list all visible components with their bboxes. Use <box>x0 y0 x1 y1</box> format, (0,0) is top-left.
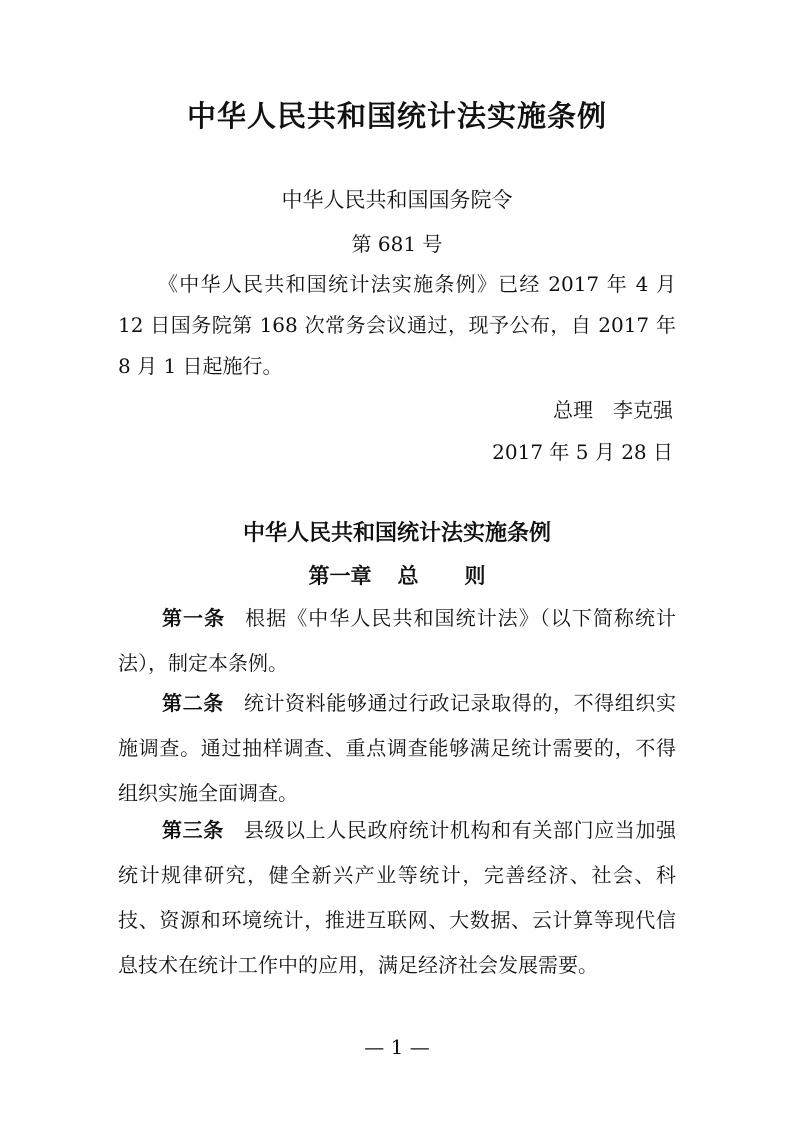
article-2 <box>118 681 676 816</box>
article-3 <box>118 808 676 988</box>
chapter-name-second: 则 <box>464 564 486 588</box>
article-1 <box>118 596 676 686</box>
chapter-name-first: 总 <box>397 564 419 588</box>
chapter-heading <box>0 560 794 592</box>
document-title: 中华人民共和国统计法实施条例 <box>186 99 607 133</box>
article-label: 第二条 <box>162 691 224 715</box>
article-text: 统计资料能够通过行政记录取得的，不得组织实施调查。通过抽样调查、重点调查能够满足统计需要的，不得组织实施全面调查。 <box>118 691 677 805</box>
article-text: 县级以上人民政府统计机构和有关部门应当加强统计规律研究，健全新兴产业等统计，完善经济、社会、科技、资源和环境统计，推进互联网、大数据、云计算等现代信息技术在统计工作中的应用，满足经济社会发展需要。 <box>118 818 677 977</box>
order-number: 第 681 号 <box>351 232 443 256</box>
order-text: 《中华人民共和国统计法实施条例》已经 2017 年 4 月 12 日国务院第 168 次常务会议通过，现予公布，自 2017 年 8 月 1 日起施行。 <box>118 272 676 378</box>
signatory: 总理 李克强 <box>553 398 673 422</box>
page-number: — 1 — <box>364 1035 430 1059</box>
article-label: 第三条 <box>162 818 224 842</box>
chapter-number: 第一章 <box>308 564 372 588</box>
order-date: 2017 年 5 月 28 日 <box>492 440 673 464</box>
order-issuer: 中华人民共和国国务院令 <box>281 188 513 212</box>
article-text: 根据《中华人民共和国统计法》（以下简称统计法），制定本条例。 <box>118 606 677 675</box>
article-label: 第一条 <box>162 606 226 630</box>
regulation-title: 中华人民共和国统计法实施条例 <box>242 521 551 546</box>
